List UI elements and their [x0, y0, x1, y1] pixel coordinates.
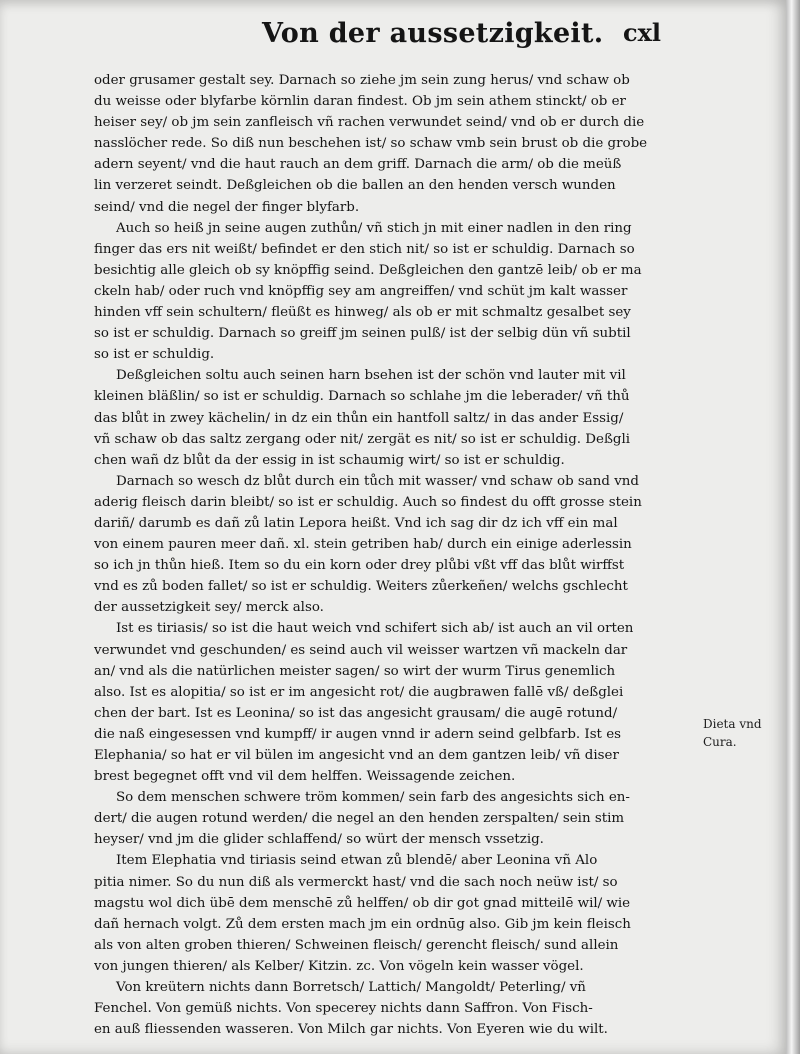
text-line: dañ hernach volgt. Zů dem ersten mach jm ein ordnūg also. Gib jm kein fleisch: [94, 916, 631, 932]
text-line: nasslöcher rede. So diß nun beschehen ist/ so schaw vmb sein brust ob die grobe: [94, 136, 648, 152]
text-line: en auß fliessenden wasseren. Von Milch gar nichts. Von Eyeren wie du wilt.: [94, 1022, 608, 1038]
text-line: von einem pauren meer dañ. xl. stein getriben hab/ durch ein einige aderlessin: [94, 537, 632, 553]
text-line: Elephania/ so hat er vil bülen im angesicht vnd an dem gantzen leib/ vñ diser: [94, 748, 619, 763]
page-edge: [786, 0, 800, 1054]
text-line: als von alten groben thieren/ Schweinen fleisch/ gerencht fleisch/ sund allein: [94, 937, 619, 953]
text-line: magstu wol dich übē dem menschē zů helffen/ ob dir got gnad mitteilē wil/ wie: [94, 895, 631, 911]
text-line: dert/ die augen rotund werden/ die negel an den henden zerspalten/ sein stim: [94, 811, 625, 827]
text-line: so ich jn thůn hieß. Item so du ein korn oder drey plůbi vßt vff das blůt wirffst: [94, 558, 625, 574]
page-header: [0, 18, 786, 62]
text-line: aderig fleisch darin bleibt/ so ist er schuldig. Auch so findest du offt grosse stein: [94, 494, 642, 510]
margin-note-line: Cura.: [703, 735, 737, 749]
folio-number: cxl: [623, 18, 662, 47]
margin-note-line: Dieta vnd: [703, 717, 762, 731]
text-line: der aussetzigkeit sey/ merck also.: [94, 600, 324, 616]
text-line: an/ vnd als die natürlichen meister sagen/ so wirt der wurm Tirus genemlich: [94, 663, 616, 679]
text-line: Item Elephatia vnd tiriasis seind etwan zů blendē/ aber Leonina vñ Alo: [116, 853, 598, 869]
text-line: heyser/ vnd jm die glider schlaffend/ so würt der mensch vssetzig.: [94, 832, 544, 848]
text-line: du weisse oder blyfarbe körnlin daran findest. Ob jm sein athem stinckt/ ob er: [94, 94, 626, 110]
text-line: ckeln hab/ oder ruch vnd knöpffig sey am angreiffen/ vnd schüt jm kalt wasser: [94, 283, 628, 299]
body-text: [94, 70, 699, 1040]
text-line: die naß eingesessen vnd kumpff/ ir augen vnnd ir adern seind gelbfarb. Ist es: [94, 726, 621, 742]
text-line: So dem menschen schwere tröm kommen/ sein farb des angesichts sich en-: [116, 790, 630, 806]
text-line: Von kreütern nichts dann Borretsch/ Lattich/ Mangoldt/ Peterling/ vñ: [116, 980, 586, 996]
text-line: von jungen thieren/ als Kelber/ Kitzin. zc. Von vögeln kein wasser vögel.: [94, 958, 584, 974]
text-line: Darnach so wesch dz blůt durch ein tůch mit wasser/ vnd schaw ob sand vnd: [116, 473, 639, 489]
text-line: seind/ vnd die negel der finger blyfarb.: [94, 199, 360, 215]
text-line: lin verzeret seindt. Deßgleichen ob die ballen an den henden versch wunden: [94, 178, 616, 194]
text-line: finger das ers nit weißt/ befindet er den stich nit/ so ist er schuldig. Darnach so: [94, 241, 635, 257]
text-line: brest begegnet offt vnd vil dem helffen. Weissagende zeichen.: [94, 769, 516, 785]
margin-note: [703, 715, 783, 751]
text-line: Ist es tiriasis/ so ist die haut weich vnd schifert sich ab/ ist auch an vil orten: [116, 621, 634, 637]
text-line: chen wañ dz blůt da der essig in ist schaumig wirt/ so ist er schuldig.: [94, 452, 565, 468]
text-line: adern seyent/ vnd die haut rauch an dem griff. Darnach die arm/ ob die meüß: [94, 157, 622, 173]
text-line: so ist er schuldig. Darnach so greiff jm seinen pulß/ ist der selbig dün vñ subtil: [94, 326, 631, 342]
text-line: das blůt in zwey kächelin/ in dz ein thůn ein hantfoll saltz/ in das ander Essig/: [94, 410, 624, 426]
text-line: oder grusamer gestalt sey. Darnach so ziehe jm sein zung herus/ vnd schaw ob: [94, 73, 630, 88]
text-line: vñ schaw ob das saltz zergang oder nit/ zergät es nit/ so ist er schuldig. Deßgli: [94, 431, 631, 447]
text-line: pitia nimer. So du nun diß als vermerckt hast/ vnd die sach noch neüw ist/ so: [94, 874, 618, 890]
text-line: kleinen bläßlin/ so ist er schuldig. Darnach so schlahe jm die leberader/ vñ thů: [94, 389, 630, 405]
text-line: verwundet vnd geschunden/ es seind auch vil weisser wartzen vñ mackeln dar: [94, 642, 628, 658]
text-line: chen der bart. Ist es Leonina/ so ist das angesicht grausam/ die augē rotund/: [94, 705, 618, 721]
text-line: Fenchel. Von gemüß nichts. Von specerey nichts dann Saffron. Von Fisch-: [94, 1001, 593, 1017]
text-line: heiser sey/ ob jm sein zanfleisch vñ rachen verwundet seind/ vnd ob er durch die: [94, 115, 645, 131]
text-line: Auch so heiß jn seine augen zuthůn/ vñ stich jn mit einer nadlen in den ring: [116, 220, 632, 236]
text-line: so ist er schuldig.: [94, 347, 215, 363]
text-line: hinden vff sein schultern/ fleüßt es hinweg/ als ob er mit schmaltz gesalbet sey: [94, 305, 631, 321]
text-line: also. Ist es alopitia/ so ist er im angesicht rot/ die augbrawen fallē vß/ deßglei: [94, 684, 624, 700]
running-title: Von der aussetzigkeit.: [262, 18, 604, 49]
text-line: dariñ/ darumb es dañ zů latin Lepora heißt. Vnd ich sag dir dz ich vff ein mal: [94, 515, 618, 531]
text-line: besichtig alle gleich ob sy knöpffig seind. Deßgleichen den gantzē leib/ ob er ma: [94, 262, 642, 278]
text-line: Deßgleichen soltu auch seinen harn bsehen ist der schön vnd lauter mit vil: [116, 368, 626, 384]
text-line: vnd es zů boden fallet/ so ist er schuldig. Weiters zůerkeñen/ welchs gschlecht: [94, 579, 628, 595]
